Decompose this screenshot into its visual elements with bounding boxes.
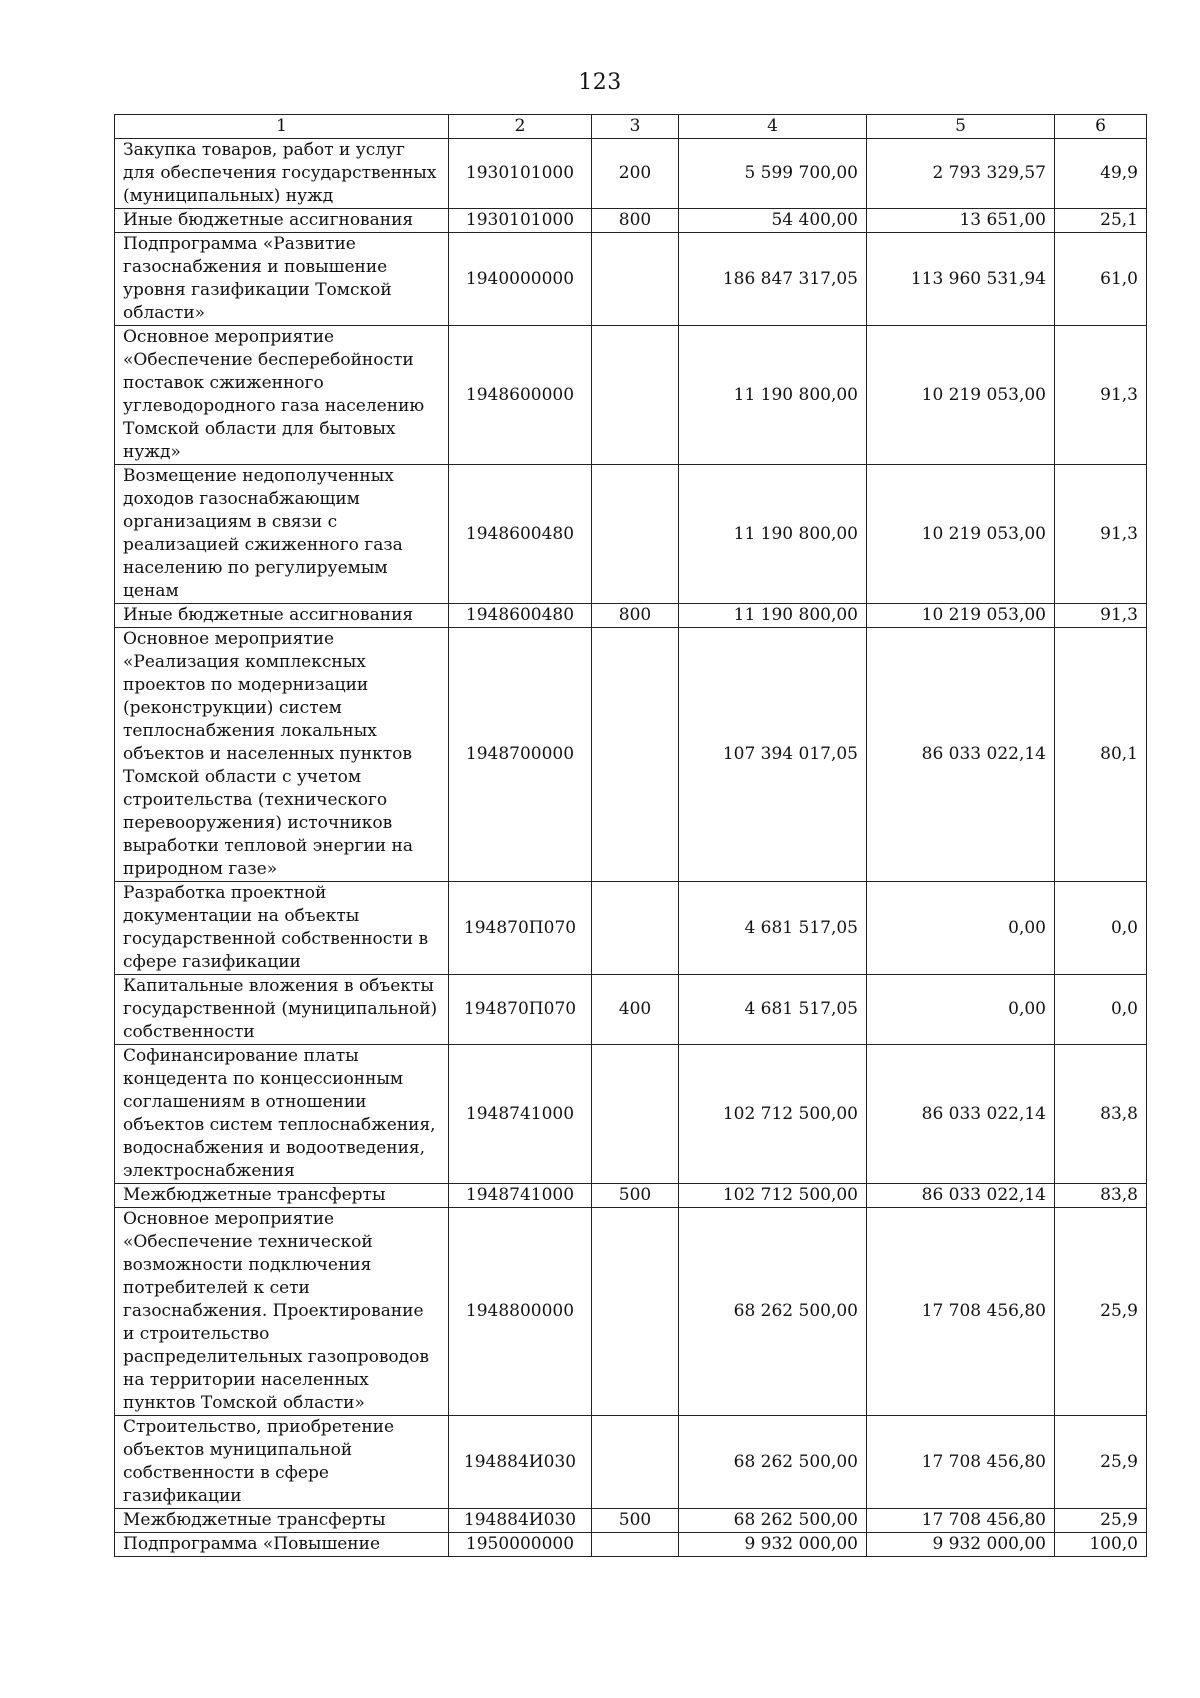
table-row: [115, 882, 1147, 975]
row-percent: 61,0: [1055, 233, 1147, 326]
row-name: Закупка товаров, работ и услуг для обеспечения государственных (муниципальных) нужд: [115, 139, 449, 209]
row-percent: 83,8: [1055, 1045, 1147, 1184]
row-type: 200: [592, 139, 679, 209]
table-row: [115, 465, 1147, 604]
row-type: [592, 628, 679, 882]
table-row: [115, 1184, 1147, 1208]
row-percent: 25,1: [1055, 209, 1147, 233]
column-header: 1: [115, 115, 449, 139]
row-fact: 17 708 456,80: [867, 1416, 1055, 1509]
row-plan: 107 394 017,05: [679, 628, 867, 882]
table-row: [115, 326, 1147, 465]
row-type: 800: [592, 604, 679, 628]
row-plan: 68 262 500,00: [679, 1509, 867, 1533]
row-name: Подпрограмма «Повышение: [115, 1533, 449, 1557]
row-code: 194870П070: [449, 882, 592, 975]
row-type: [592, 326, 679, 465]
row-code: 1948600000: [449, 326, 592, 465]
row-name: Капитальные вложения в объекты государственной (муниципальной) собственности: [115, 975, 449, 1045]
row-plan: 186 847 317,05: [679, 233, 867, 326]
row-code: 1950000000: [449, 1533, 592, 1557]
row-name: Возмещение недополученных доходов газоснабжающим организациям в связи с реализацией сжиженного газа населению по регулируемым ценам: [115, 465, 449, 604]
row-type: [592, 1208, 679, 1416]
row-code: 1948741000: [449, 1045, 592, 1184]
page-number: 123: [578, 70, 622, 95]
row-fact: 9 932 000,00: [867, 1533, 1055, 1557]
row-plan: 11 190 800,00: [679, 465, 867, 604]
row-percent: 100,0: [1055, 1533, 1147, 1557]
row-type: [592, 1045, 679, 1184]
row-fact: 86 033 022,14: [867, 1184, 1055, 1208]
row-type: [592, 1416, 679, 1509]
row-code: 194884И030: [449, 1416, 592, 1509]
row-percent: 25,9: [1055, 1416, 1147, 1509]
row-fact: 86 033 022,14: [867, 628, 1055, 882]
row-code: 1948800000: [449, 1208, 592, 1416]
row-code: 194884И030: [449, 1509, 592, 1533]
row-code: 1948700000: [449, 628, 592, 882]
row-fact: 10 219 053,00: [867, 326, 1055, 465]
row-fact: 10 219 053,00: [867, 465, 1055, 604]
table-row: [115, 628, 1147, 882]
table-row: [115, 1533, 1147, 1557]
row-fact: 10 219 053,00: [867, 604, 1055, 628]
row-code: 1948600480: [449, 604, 592, 628]
table-row: [115, 209, 1147, 233]
row-plan: 68 262 500,00: [679, 1208, 867, 1416]
budget-table: [114, 114, 1147, 1557]
row-percent: 0,0: [1055, 975, 1147, 1045]
row-code: 1948600480: [449, 465, 592, 604]
table-row: [115, 1416, 1147, 1509]
row-percent: 80,1: [1055, 628, 1147, 882]
table-header-row: [115, 115, 1147, 139]
row-name: Иные бюджетные ассигнования: [115, 209, 449, 233]
row-fact: 17 708 456,80: [867, 1208, 1055, 1416]
row-fact: 86 033 022,14: [867, 1045, 1055, 1184]
row-name: Строительство, приобретение объектов муниципальной собственности в сфере газификации: [115, 1416, 449, 1509]
row-fact: 113 960 531,94: [867, 233, 1055, 326]
row-type: 400: [592, 975, 679, 1045]
row-name: Основное мероприятие «Обеспечение технической возможности подключения потребителей к сети газоснабжения. Проектирование и строительство распределительных газопроводов на территории населенных пунктов Томской области»: [115, 1208, 449, 1416]
row-plan: 102 712 500,00: [679, 1184, 867, 1208]
table-row: [115, 1208, 1147, 1416]
row-percent: 91,3: [1055, 326, 1147, 465]
row-code: 1930101000: [449, 209, 592, 233]
column-header: 2: [449, 115, 592, 139]
column-header: 5: [867, 115, 1055, 139]
row-percent: 91,3: [1055, 604, 1147, 628]
row-type: 500: [592, 1184, 679, 1208]
row-fact: 0,00: [867, 975, 1055, 1045]
table-row: [115, 975, 1147, 1045]
row-name: Разработка проектной документации на объекты государственной собственности в сфере газификации: [115, 882, 449, 975]
row-name: Основное мероприятие «Обеспечение бесперебойности поставок сжиженного углеводородного газа населению Томской области для бытовых нужд»: [115, 326, 449, 465]
row-percent: 83,8: [1055, 1184, 1147, 1208]
row-percent: 91,3: [1055, 465, 1147, 604]
row-name: Межбюджетные трансферты: [115, 1509, 449, 1533]
row-fact: 17 708 456,80: [867, 1509, 1055, 1533]
row-plan: 54 400,00: [679, 209, 867, 233]
column-header: 6: [1055, 115, 1147, 139]
row-name: Подпрограмма «Развитие газоснабжения и повышение уровня газификации Томской области»: [115, 233, 449, 326]
row-code: 1930101000: [449, 139, 592, 209]
table-row: [115, 139, 1147, 209]
row-code: 194870П070: [449, 975, 592, 1045]
row-name: Основное мероприятие «Реализация комплексных проектов по модернизации (реконструкции) систем теплоснабжения локальных объектов и населенных пунктов Томской области с учетом строительства (технического перевооружения) источников выработки тепловой энергии на природном газе»: [115, 628, 449, 882]
row-code: 1940000000: [449, 233, 592, 326]
row-plan: 68 262 500,00: [679, 1416, 867, 1509]
row-plan: 4 681 517,05: [679, 882, 867, 975]
row-type: 800: [592, 209, 679, 233]
row-plan: 4 681 517,05: [679, 975, 867, 1045]
row-plan: 11 190 800,00: [679, 326, 867, 465]
row-type: [592, 233, 679, 326]
row-percent: 25,9: [1055, 1509, 1147, 1533]
row-type: [592, 1533, 679, 1557]
table-row: [115, 233, 1147, 326]
row-plan: 11 190 800,00: [679, 604, 867, 628]
row-type: [592, 882, 679, 975]
row-code: 1948741000: [449, 1184, 592, 1208]
row-fact: 13 651,00: [867, 209, 1055, 233]
column-header: 4: [679, 115, 867, 139]
row-type: 500: [592, 1509, 679, 1533]
row-name: Иные бюджетные ассигнования: [115, 604, 449, 628]
row-percent: 0,0: [1055, 882, 1147, 975]
row-percent: 49,9: [1055, 139, 1147, 209]
table-row: [115, 1509, 1147, 1533]
row-plan: 9 932 000,00: [679, 1533, 867, 1557]
row-plan: 102 712 500,00: [679, 1045, 867, 1184]
row-percent: 25,9: [1055, 1208, 1147, 1416]
row-name: Софинансирование платы концедента по концессионным соглашениям в отношении объектов систем теплоснабжения, водоснабжения и водоотведения, электроснабжения: [115, 1045, 449, 1184]
table-row: [115, 1045, 1147, 1184]
column-header: 3: [592, 115, 679, 139]
row-fact: 0,00: [867, 882, 1055, 975]
row-fact: 2 793 329,57: [867, 139, 1055, 209]
table-row: [115, 604, 1147, 628]
row-type: [592, 465, 679, 604]
row-name: Межбюджетные трансферты: [115, 1184, 449, 1208]
row-plan: 5 599 700,00: [679, 139, 867, 209]
